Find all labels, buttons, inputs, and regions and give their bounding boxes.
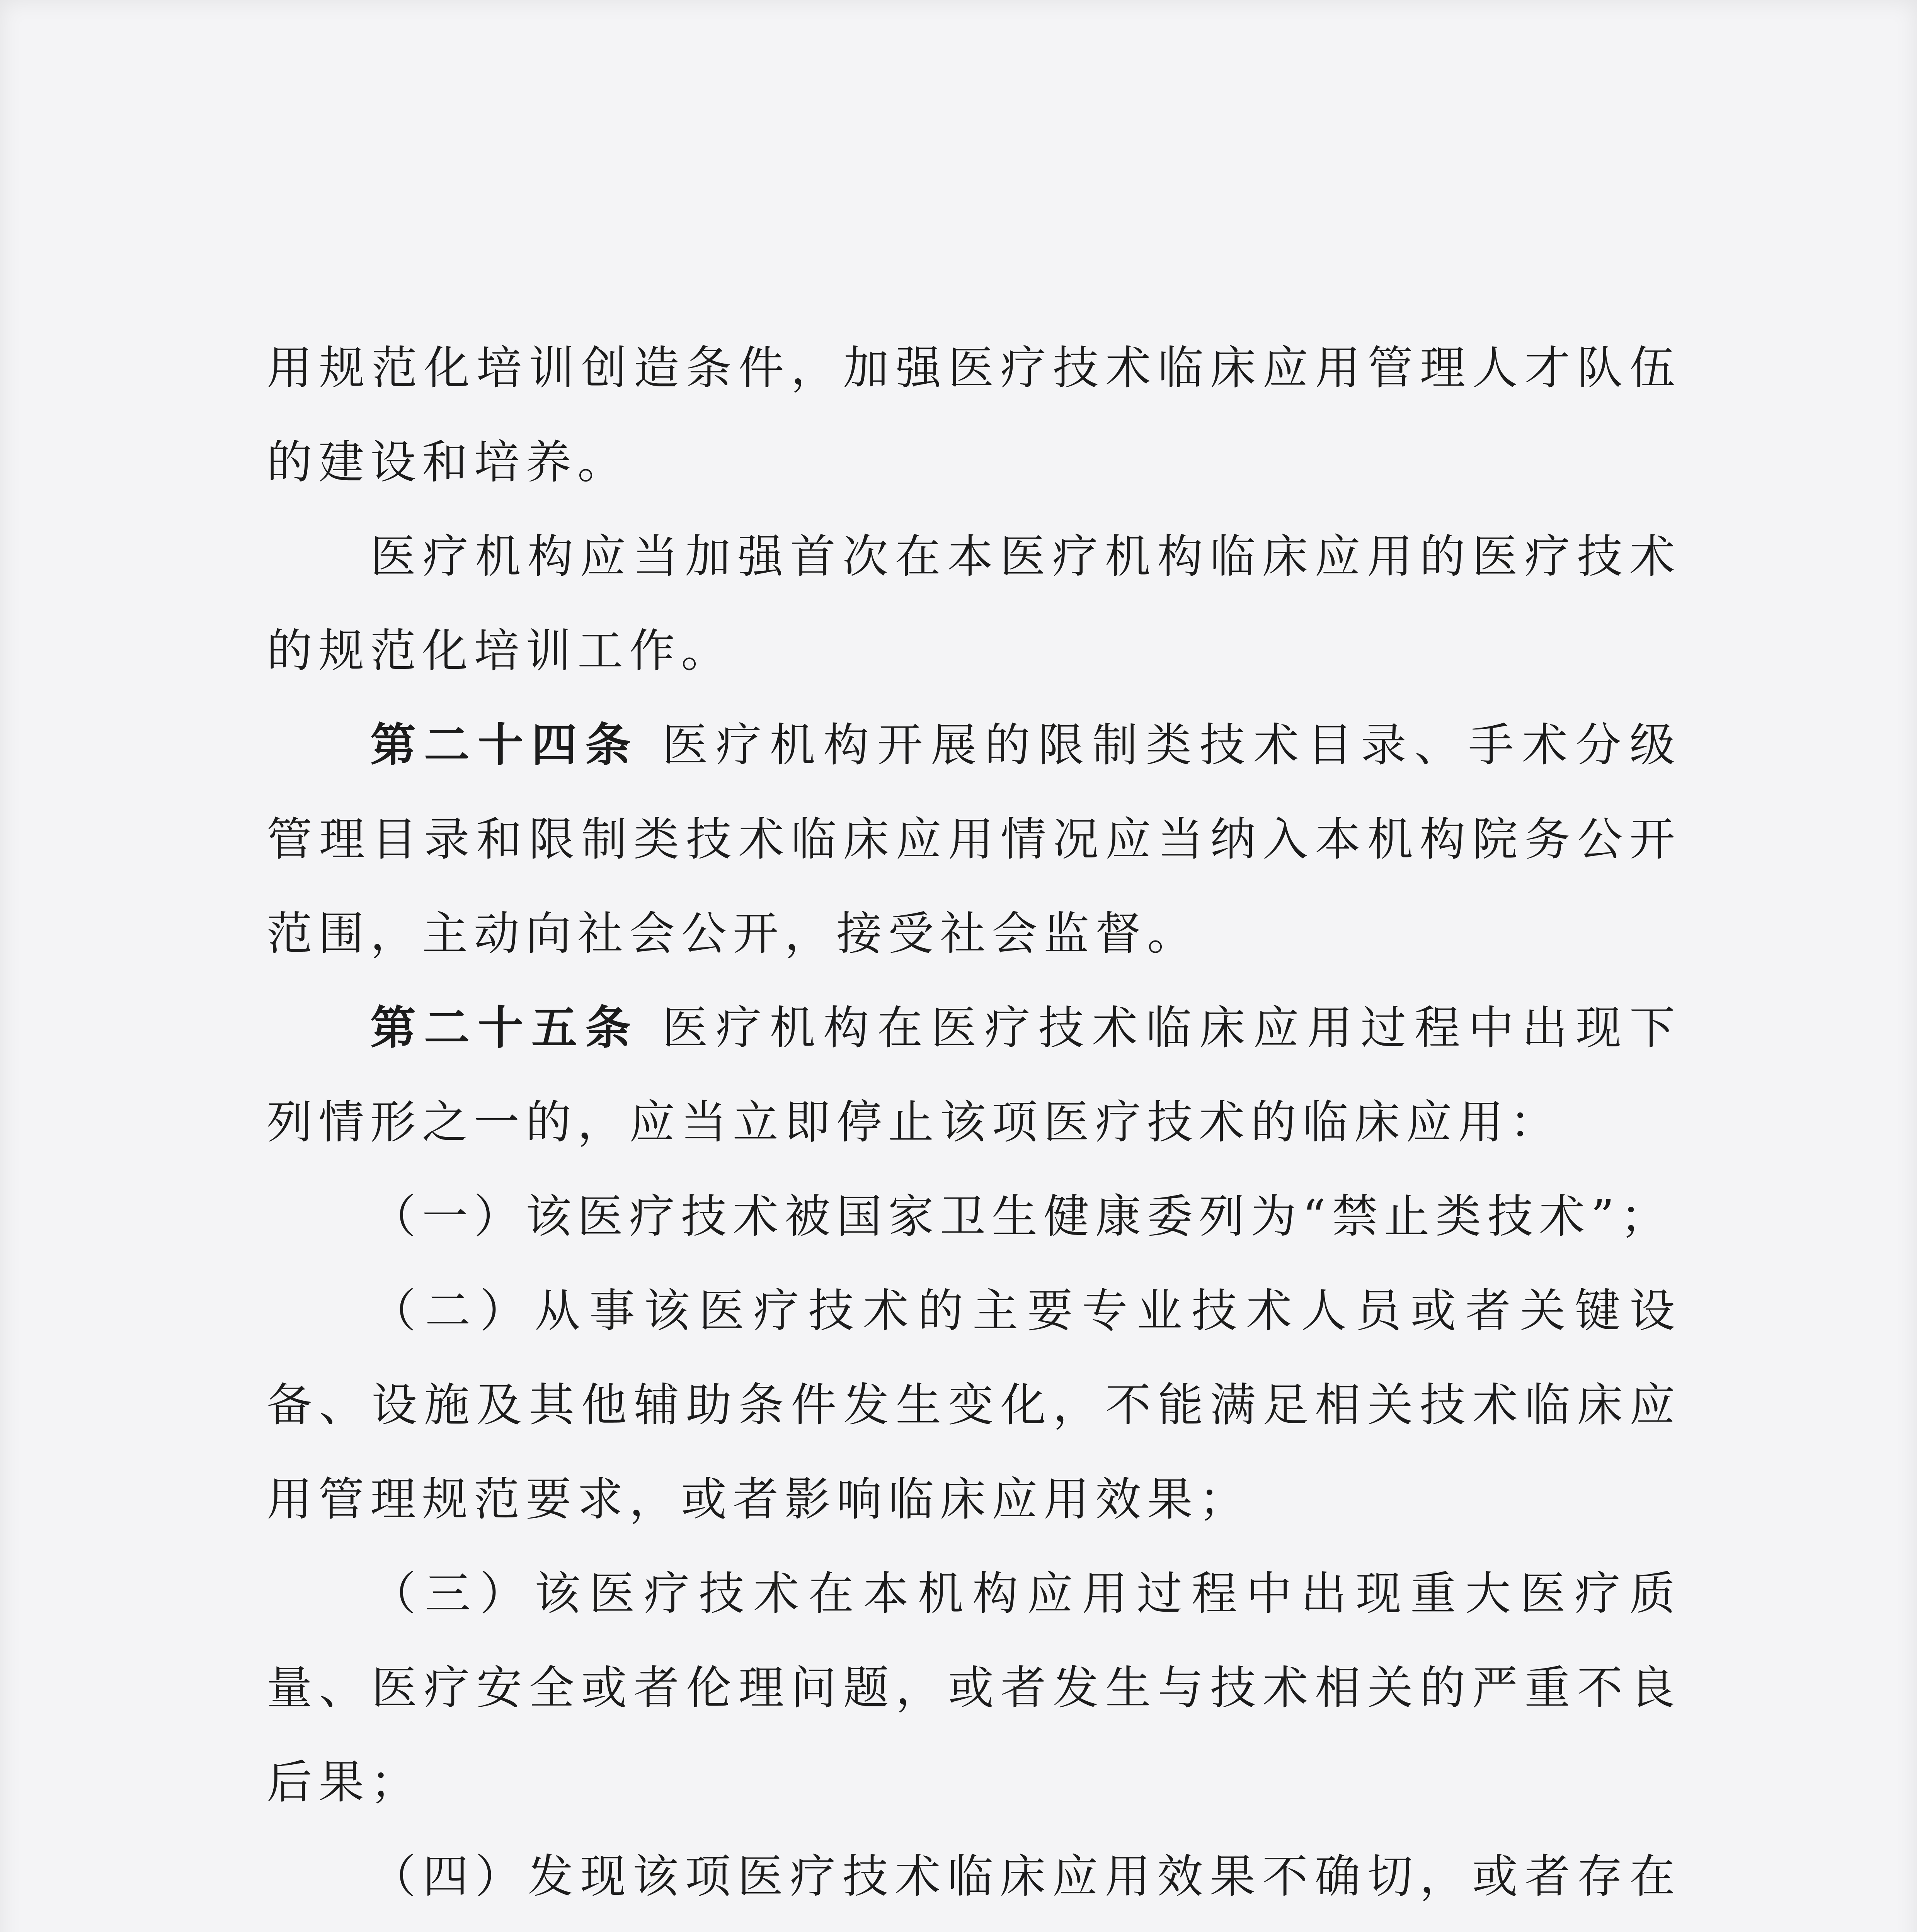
article-24-heading: 第二十四条: [370, 718, 639, 772]
paragraph-continuation: 用规范化培训创造条件，加强医疗技术临床应用管理人才队伍的建设和培养。: [267, 341, 1681, 489]
article-25-item-2: （二）从事该医疗技术的主要专业技术人员或者关键设备、设施及其他辅助条件发生变化，不能满足相关技术临床应用管理规范要求，或者影响临床应用效果；: [267, 1284, 1681, 1526]
paragraph-training: 医疗机构应当加强首次在本医疗机构临床应用的医疗技术的规范化培训工作。: [267, 530, 1681, 677]
article-24-text: 医疗机构开展的限制类技术目录、手术分级管理目录和限制类技术临床应用情况应当纳入本机构院务公开范围，主动向社会公开，接受社会监督。: [267, 718, 1681, 960]
article-25-item-3: （三）该医疗技术在本机构应用过程中出现重大医疗质量、医疗安全或者伦理问题，或者发生与技术相关的严重不良后果；: [267, 1567, 1681, 1809]
article-24: [267, 698, 1681, 981]
article-25-item-1: （一）该医疗技术被国家卫生健康委列为“禁止类技术”；: [370, 1190, 1672, 1243]
article-25-heading: 第二十五条: [370, 1001, 639, 1054]
article-25: [267, 981, 1681, 1169]
document-body: [267, 321, 1681, 1932]
article-25-text: 医疗机构在医疗技术临床应用过程中出现下列情形之一的，应当立即停止该项医疗技术的临床应用：: [267, 1001, 1681, 1149]
article-25-item-4: （四）发现该项医疗技术临床应用效果不确切，或者存在: [370, 1850, 1681, 1903]
